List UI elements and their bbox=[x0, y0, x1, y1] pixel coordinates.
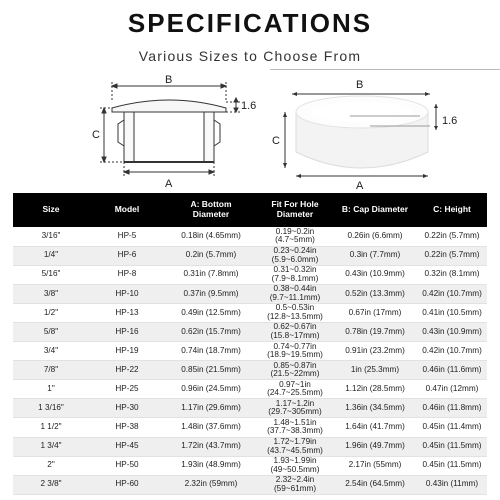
cell-height: 0.42in (10.7mm) bbox=[417, 342, 487, 361]
table-row bbox=[13, 418, 487, 437]
right-label-c: C bbox=[272, 135, 280, 147]
fit-hole-range-mm: (29.7~305mm) bbox=[268, 407, 322, 417]
cell-size: 5/16" bbox=[13, 265, 89, 284]
c-arrow-top bbox=[102, 108, 106, 113]
fit-hole-range-mm: (49~50.5mm) bbox=[270, 464, 320, 474]
cell-cap-diameter: 1.36in (34.5mm) bbox=[333, 399, 417, 418]
cell-cap-diameter: 0.91in (23.2mm) bbox=[333, 342, 417, 361]
cell-size: 1" bbox=[13, 380, 89, 399]
fit-hole-range-in: 2.32~2.4in bbox=[275, 475, 315, 485]
cell-model: HP-60 bbox=[89, 475, 165, 494]
header-height: C: Height bbox=[433, 204, 471, 215]
cell-cap-diameter: 1in (25.3mm) bbox=[333, 361, 417, 380]
photo-a-arrow-left bbox=[296, 174, 301, 178]
left-label-height: 1.6 bbox=[241, 100, 257, 112]
cell-cap-diameter: 0.26in (6.6mm) bbox=[333, 227, 417, 246]
cell-bottom-diameter: 1.72in (43.7mm) bbox=[165, 437, 257, 456]
cell-fit-hole bbox=[257, 418, 333, 437]
photo-c-arrow-top bbox=[283, 112, 287, 117]
cell-model: HP-25 bbox=[89, 380, 165, 399]
cell-model: HP-16 bbox=[89, 322, 165, 341]
table-body bbox=[13, 227, 487, 494]
cell-bottom-diameter: 0.96in (24.5mm) bbox=[165, 380, 257, 399]
fit-hole-range-in: 1.93~1.99in bbox=[273, 456, 317, 466]
table-row bbox=[13, 246, 487, 265]
cap-top-shape bbox=[112, 100, 226, 112]
photo-thickness-arrow-top bbox=[434, 104, 438, 108]
cell-model: HP-5 bbox=[89, 227, 165, 246]
right-flange bbox=[214, 120, 220, 146]
cell-bottom-diameter: 2.32in (59mm) bbox=[165, 475, 257, 494]
cell-bottom-diameter: 0.49in (12.5mm) bbox=[165, 303, 257, 322]
cell-bottom-diameter: 1.48in (37.6mm) bbox=[165, 418, 257, 437]
fit-hole-range-mm: (37.7~38.3mm) bbox=[267, 426, 323, 436]
fit-hole-range-in: 1.72~1.79in bbox=[273, 436, 317, 446]
cell-fit-hole bbox=[257, 380, 333, 399]
cell-height: 0.41in (10.5mm) bbox=[417, 303, 487, 322]
cell-model: HP-45 bbox=[89, 437, 165, 456]
table-row bbox=[13, 399, 487, 418]
b-arrow-left bbox=[112, 84, 117, 88]
c-arrow-bottom bbox=[102, 157, 106, 162]
header-model: Model bbox=[114, 204, 140, 215]
cell-cap-diameter: 0.78in (19.7mm) bbox=[333, 322, 417, 341]
cell-cap-diameter: 1.12in (28.5mm) bbox=[333, 380, 417, 399]
right-label-height: 1.6 bbox=[442, 115, 458, 127]
fit-hole-range-mm: (9.7~11.1mm) bbox=[269, 292, 321, 302]
table-row bbox=[13, 380, 487, 399]
header-fit-hole-diameter: Fit For Hole Diameter bbox=[271, 199, 319, 219]
photo-c-arrow-bottom bbox=[283, 163, 287, 168]
cell-fit-hole bbox=[257, 361, 333, 380]
cell-model: HP-50 bbox=[89, 456, 165, 475]
cell-fit-hole bbox=[257, 475, 333, 494]
table-row bbox=[13, 342, 487, 361]
cell-model: HP-8 bbox=[89, 265, 165, 284]
cell-height: 0.43in (10.9mm) bbox=[417, 322, 487, 341]
photo-b-arrow-left bbox=[292, 92, 297, 96]
product-photo bbox=[283, 92, 438, 178]
cell-bottom-diameter: 1.17in (29.6mm) bbox=[165, 399, 257, 418]
cell-bottom-diameter: 0.31in (7.8mm) bbox=[165, 265, 257, 284]
fit-hole-range-in: 0.85~0.87in bbox=[273, 360, 317, 370]
left-label-b: B bbox=[165, 74, 173, 86]
fit-hole-range-mm: (43.7~45.5mm) bbox=[267, 445, 323, 455]
fit-hole-range-mm: (7.9~8.1mm) bbox=[271, 273, 319, 283]
cell-model: HP-30 bbox=[89, 399, 165, 418]
cell-size: 1/4" bbox=[13, 246, 89, 265]
cell-size: 1 1/2" bbox=[13, 418, 89, 437]
cell-height: 0.43in (11mm) bbox=[417, 475, 487, 494]
table-row bbox=[13, 227, 487, 246]
right-label-a: A bbox=[356, 180, 364, 192]
cell-bottom-diameter: 0.37in (9.5mm) bbox=[165, 284, 257, 303]
left-label-a: A bbox=[165, 178, 173, 190]
fit-hole-range-in: 1.17~1.2in bbox=[275, 398, 315, 408]
cell-size: 1/2" bbox=[13, 303, 89, 322]
cell-cap-diameter: 2.17in (55mm) bbox=[333, 456, 417, 475]
fit-hole-range-mm: (18.9~19.5mm) bbox=[267, 350, 323, 360]
cell-size: 1 3/4" bbox=[13, 437, 89, 456]
table-row bbox=[13, 303, 487, 322]
specifications-table bbox=[13, 193, 487, 495]
cell-size: 2 3/8" bbox=[13, 475, 89, 494]
table-row bbox=[13, 265, 487, 284]
cell-size: 3/4" bbox=[13, 342, 89, 361]
fit-hole-range-in: 0.31~0.32in bbox=[273, 265, 317, 275]
cell-bottom-diameter: 0.18in (4.65mm) bbox=[165, 227, 257, 246]
fit-hole-range-mm: (4.7~5mm) bbox=[275, 235, 315, 245]
cell-bottom-diameter: 0.62in (15.7mm) bbox=[165, 322, 257, 341]
cell-cap-diameter: 0.67in (17mm) bbox=[333, 303, 417, 322]
cell-bottom-diameter: 0.2in (5.7mm) bbox=[165, 246, 257, 265]
cell-height: 0.22in (5.7mm) bbox=[417, 246, 487, 265]
table-header-row bbox=[13, 193, 487, 227]
table-row bbox=[13, 437, 487, 456]
cell-model: HP-10 bbox=[89, 284, 165, 303]
left-label-c: C bbox=[92, 129, 100, 141]
cell-height: 0.47in (12mm) bbox=[417, 380, 487, 399]
cell-fit-hole bbox=[257, 246, 333, 265]
cell-size: 2" bbox=[13, 456, 89, 475]
fit-hole-range-in: 0.5~0.53in bbox=[275, 303, 315, 313]
cell-height: 0.32in (8.1mm) bbox=[417, 265, 487, 284]
diagram-svg bbox=[0, 72, 500, 192]
fit-hole-range-in: 0.74~0.77in bbox=[273, 341, 317, 351]
thickness-arrow-top bbox=[234, 98, 238, 102]
table-row bbox=[13, 322, 487, 341]
cell-height: 0.42in (10.7mm) bbox=[417, 284, 487, 303]
cell-height: 0.46in (11.6mm) bbox=[417, 361, 487, 380]
fit-hole-range-mm: (24.7~25.5mm) bbox=[267, 388, 323, 398]
page-subtitle: Various Sizes to Choose From bbox=[138, 48, 362, 64]
cell-fit-hole bbox=[257, 265, 333, 284]
cell-fit-hole bbox=[257, 322, 333, 341]
fit-hole-range-mm: (21.5~22mm) bbox=[270, 369, 320, 379]
cell-fit-hole bbox=[257, 303, 333, 322]
cell-cap-diameter: 0.3in (7.7mm) bbox=[333, 246, 417, 265]
cell-model: HP-13 bbox=[89, 303, 165, 322]
fit-hole-range-in: 0.97~1in bbox=[279, 379, 311, 389]
header-bottom-diameter: A: Bottom Diameter bbox=[190, 199, 232, 219]
cell-fit-hole bbox=[257, 456, 333, 475]
cell-size: 1 3/16" bbox=[13, 399, 89, 418]
fit-hole-range-in: 0.62~0.67in bbox=[273, 322, 317, 332]
a-arrow-right bbox=[209, 170, 214, 174]
cell-height: 0.46in (11.8mm) bbox=[417, 399, 487, 418]
cell-cap-diameter: 1.96in (49.7mm) bbox=[333, 437, 417, 456]
left-flange bbox=[118, 120, 124, 146]
plug-inner bbox=[134, 112, 204, 162]
cell-cap-diameter: 1.64in (41.7mm) bbox=[333, 418, 417, 437]
fit-hole-range-mm: (59~61mm) bbox=[273, 483, 317, 493]
cell-height: 0.45in (11.4mm) bbox=[417, 418, 487, 437]
cell-fit-hole bbox=[257, 399, 333, 418]
cell-fit-hole bbox=[257, 437, 333, 456]
cell-cap-diameter: 0.52in (13.3mm) bbox=[333, 284, 417, 303]
cell-model: HP-19 bbox=[89, 342, 165, 361]
fit-hole-range-in: 1.48~1.51in bbox=[273, 417, 317, 427]
cell-model: HP-6 bbox=[89, 246, 165, 265]
dimension-diagrams bbox=[0, 72, 500, 192]
cell-fit-hole bbox=[257, 227, 333, 246]
fit-hole-range-in: 0.23~0.24in bbox=[273, 246, 317, 256]
cross-section-drawing bbox=[100, 82, 240, 176]
cell-size: 3/16" bbox=[13, 227, 89, 246]
cell-height: 0.22in (5.7mm) bbox=[417, 227, 487, 246]
cell-fit-hole bbox=[257, 284, 333, 303]
thickness-arrow-bottom bbox=[234, 108, 238, 112]
fit-hole-range-in: 0.38~0.44in bbox=[273, 284, 317, 294]
subtitle-divider bbox=[270, 69, 500, 70]
table-row bbox=[13, 284, 487, 303]
cell-model: HP-22 bbox=[89, 361, 165, 380]
cell-height: 0.45in (11.5mm) bbox=[417, 456, 487, 475]
cell-size: 7/8" bbox=[13, 361, 89, 380]
cell-cap-diameter: 2.54in (64.5mm) bbox=[333, 475, 417, 494]
fit-hole-range-mm: (5.9~6.0mm) bbox=[271, 254, 319, 264]
cell-size: 3/8" bbox=[13, 284, 89, 303]
photo-a-arrow-right bbox=[423, 174, 428, 178]
b-arrow-right bbox=[221, 84, 226, 88]
cell-fit-hole bbox=[257, 342, 333, 361]
fit-hole-range-mm: (12.8~13.5mm) bbox=[267, 311, 323, 321]
photo-thickness-arrow-bottom bbox=[434, 126, 438, 130]
a-arrow-left bbox=[124, 170, 129, 174]
right-label-b: B bbox=[356, 79, 364, 91]
cell-bottom-diameter: 0.85in (21.5mm) bbox=[165, 361, 257, 380]
cell-model: HP-38 bbox=[89, 418, 165, 437]
cap-highlight bbox=[312, 102, 412, 122]
table-row bbox=[13, 361, 487, 380]
photo-b-arrow-right bbox=[425, 92, 430, 96]
table-row bbox=[13, 475, 487, 494]
page-title: SPECIFICATIONS bbox=[127, 8, 373, 38]
fit-hole-range-mm: (15.8~17mm) bbox=[270, 331, 320, 341]
cell-bottom-diameter: 1.93in (48.9mm) bbox=[165, 456, 257, 475]
fit-hole-range-in: 0.19~0.2in bbox=[275, 226, 315, 236]
header-size: Size bbox=[42, 204, 60, 215]
header-cap-diameter: B: Cap Diameter bbox=[341, 204, 409, 215]
cell-height: 0.45in (11.5mm) bbox=[417, 437, 487, 456]
cell-bottom-diameter: 0.74in (18.7mm) bbox=[165, 342, 257, 361]
cell-cap-diameter: 0.43in (10.9mm) bbox=[333, 265, 417, 284]
table-row bbox=[13, 456, 487, 475]
cell-size: 5/8" bbox=[13, 322, 89, 341]
